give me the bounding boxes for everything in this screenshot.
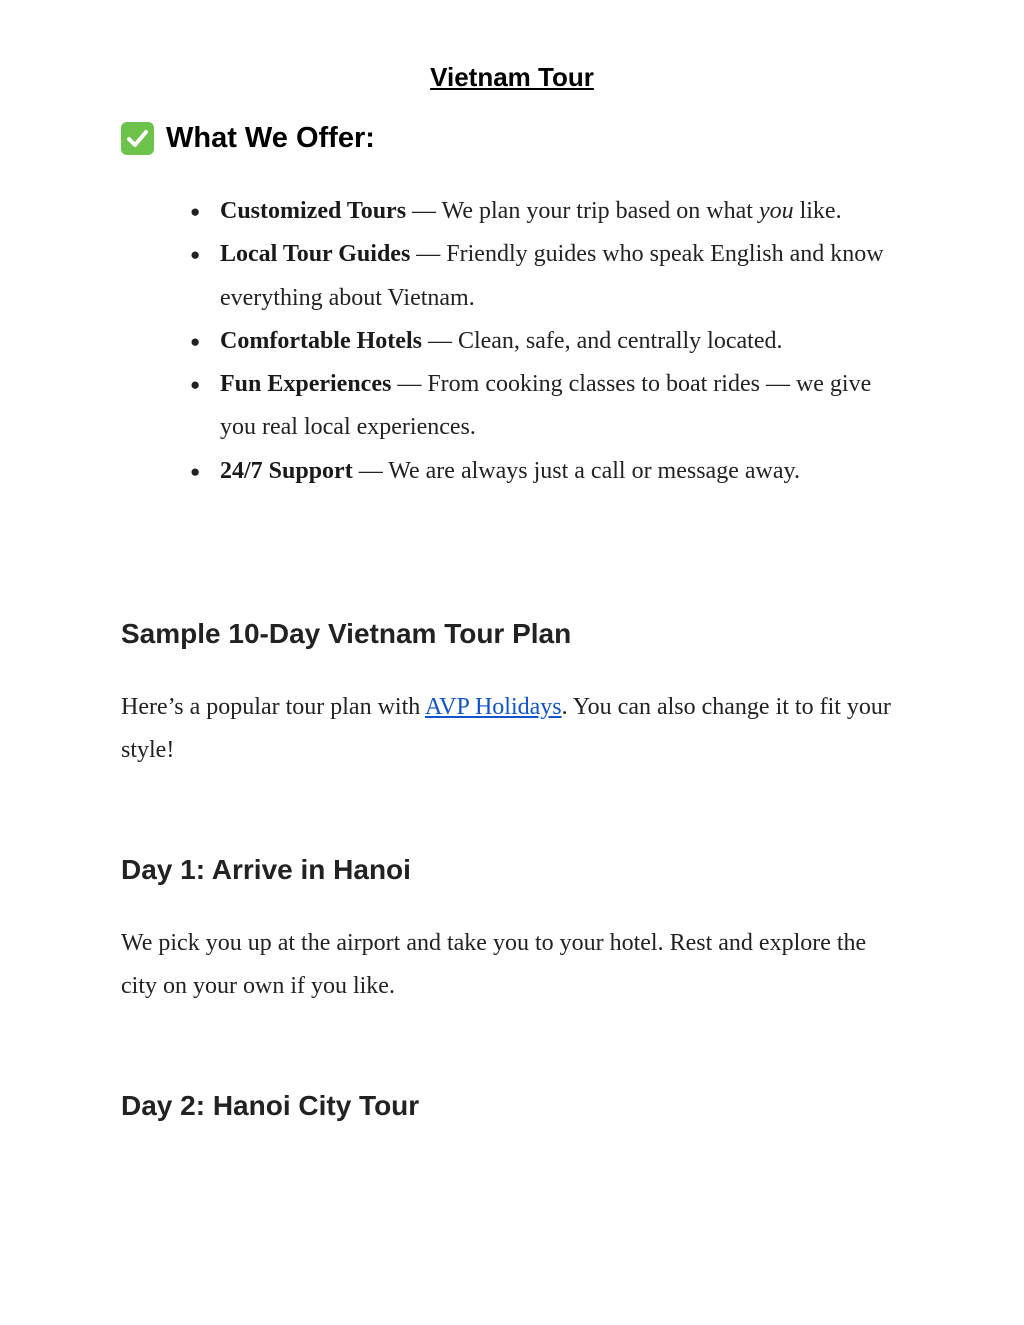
list-item-term: Comfortable Hotels [220,327,422,354]
list-item-term: Customized Tours [220,198,407,224]
day-1-text: We pick you up at the airport and take you to your hotel. Rest and explore the city on your own if you like. [121,930,867,1000]
what-we-offer-heading [121,118,375,158]
document-title: Vietnam Tour [430,62,594,92]
list-item-term: Local Tour Guides [220,241,411,268]
list-item-comfortable-hotels [220,320,910,363]
offer-list [220,190,910,493]
list-item-text: — We are always just a call or message away. [352,457,800,484]
list-item-text: like. [793,198,842,224]
sample-plan-intro-text: Here’s a popular tour plan with [121,694,425,720]
list-item-text: — From cooking classes to boat rides — we give you real local experiences. [220,371,872,441]
list-item-fun-experiences [220,363,910,450]
what-we-offer-heading-text: What We Offer: [166,122,375,154]
list-item-text: — Friendly guides who speak English and know everything about Vietnam. [220,241,884,311]
sample-plan-intro-text-end: . You can also change it to fit your style! [121,694,891,764]
list-item-text: — We plan your trip based on what [406,198,759,224]
list-item-customized-tours [220,190,910,233]
list-item-local-tour-guides [220,233,910,320]
day-2-heading: Day 2: Hanoi City Tour [121,1090,420,1121]
sample-plan-heading: Sample 10-Day Vietnam Tour Plan [121,618,572,649]
sample-plan-intro [121,686,901,773]
white-heavy-check-mark-icon [121,122,154,155]
list-item-term: 24/7 Support [220,457,353,484]
list-item-support [220,450,910,493]
list-item-term: Fun Experiences [220,371,392,398]
list-item-text: — Clean, safe, and centrally located. [421,327,783,354]
list-item-emphasis: you [758,198,794,224]
day-1-heading: Day 1: Arrive in Hanoi [121,854,411,885]
avp-holidays-link[interactable]: AVP Holidays [424,694,562,720]
